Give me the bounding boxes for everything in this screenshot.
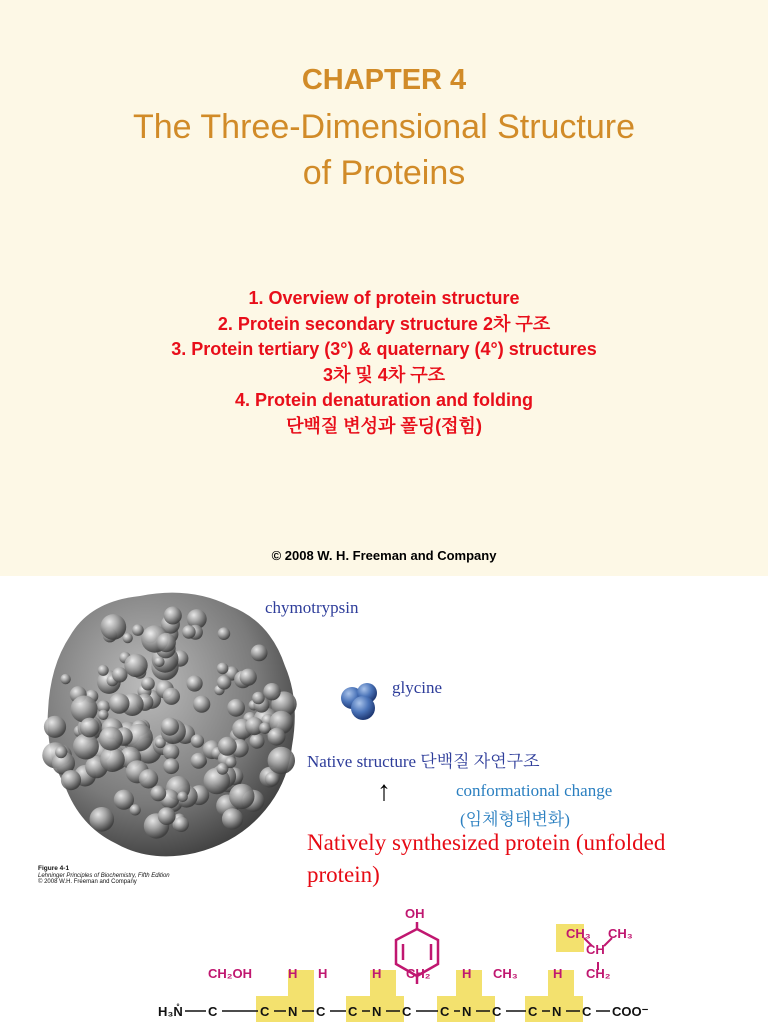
chapter-title-line2: of Proteins [302, 154, 466, 192]
native-structure-label: Native structure 단백질 자연구조 [307, 752, 540, 771]
toc-item: 3. Protein tertiary (3°) & quaternary (4°) structures [171, 339, 597, 359]
backbone-atom: COO⁻ [612, 1004, 649, 1019]
figure-number: Figure 4-1 [38, 865, 70, 872]
chapter-title-line1: The Three-Dimensional Structure [132, 108, 636, 146]
backbone-atom: N [462, 1004, 472, 1019]
chymotrypsin-model-image [30, 581, 330, 871]
backbone-atom: C [260, 1004, 270, 1019]
protein-folding-slide [0, 576, 768, 1024]
backbone-atom: C [492, 1004, 502, 1019]
figure-source: Lehninger Principles of Biochemistry, Fifth Edition [38, 872, 170, 879]
toc-item: 4. Protein denaturation and folding [234, 390, 533, 410]
toc-item: 2. Protein secondary structure 2차 구조 [217, 313, 551, 334]
backbone-atom: C [402, 1004, 412, 1019]
glycine-molecule-image [338, 680, 384, 724]
figure-caption [38, 866, 170, 886]
side-chain-group: H [318, 966, 328, 981]
toc-item: 단백질 변성과 폴딩(접힘) [286, 415, 482, 436]
side-chain-group: H [462, 966, 472, 981]
side-chain-group: H [372, 966, 382, 981]
side-chain-group: CH₂ [586, 966, 611, 981]
backbone-atom: C [582, 1004, 592, 1019]
side-chain-group: CH₃ [566, 926, 591, 941]
backbone-atom: N [372, 1004, 382, 1019]
side-chain-group: CH₂OH [208, 966, 253, 981]
side-chain-group: CH [586, 942, 605, 957]
nascent-protein-line2: protein) [307, 862, 380, 887]
up-arrow-icon: ↑ [377, 776, 391, 807]
backbone-atom: N [288, 1004, 298, 1019]
conformational-change-label: conformational change [456, 781, 613, 800]
side-chain-group: H [553, 966, 563, 981]
side-chain-group: CH₃ [608, 926, 633, 941]
glycine-label: glycine [392, 678, 443, 697]
chymotrypsin-label: chymotrypsin [265, 598, 359, 617]
backbone-atom: C [208, 1004, 218, 1019]
copyright-notice: © 2008 W. H. Freeman and Company [271, 548, 497, 563]
conformational-change-korean: (임체형태변화) [460, 810, 570, 829]
backbone-atom: C [528, 1004, 538, 1019]
nascent-protein-line1: Natively synthesized protein (unfolded [307, 830, 666, 855]
backbone-atom: C [348, 1004, 358, 1019]
backbone-atom: N [552, 1004, 562, 1019]
side-chain-group: H [288, 966, 298, 981]
toc-item: 3차 및 4차 구조 [323, 364, 445, 385]
hydroxyl-group: OH [405, 906, 425, 921]
backbone-atom: C [440, 1004, 450, 1019]
figure-copyright: © 2008 W.H. Freeman and Company [38, 879, 137, 885]
peptide-structure-diagram [0, 894, 768, 1024]
toc-item: 1. Overview of protein structure [248, 288, 520, 308]
backbone-atom: H₃N̊ [158, 1004, 183, 1019]
chapter-heading: CHAPTER 4 [301, 64, 467, 96]
side-chain-group: CH₃ [493, 966, 518, 981]
side-chain-group: CH₂ [406, 966, 431, 981]
table-of-contents [0, 286, 768, 439]
backbone-atom: C [316, 1004, 326, 1019]
